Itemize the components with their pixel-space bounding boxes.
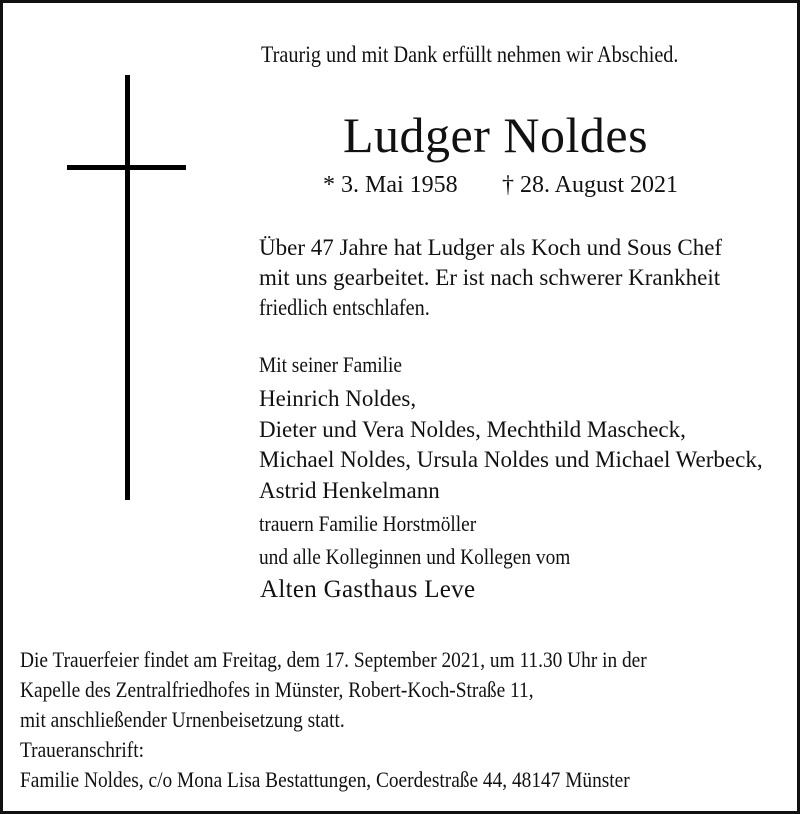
colleagues-line: und alle Kolleginnen und Kollegen vom xyxy=(259,544,571,569)
funeral-line: mit anschließender Urnenbeisetzung statt. xyxy=(20,707,345,732)
intro-text: Traurig und mit Dank erfüllt nehmen wir Abschied. xyxy=(261,42,679,67)
family-names xyxy=(259,384,763,506)
tribute-line: mit uns gearbeitet. Er ist nach schwerer Krankheit xyxy=(259,265,721,290)
funeral-line: Kapelle des Zentralfriedhofes in Münster, Robert-Koch-Straße 11, xyxy=(20,677,534,702)
family-line: Heinrich Noldes, xyxy=(259,386,417,411)
business-name: Alten Gasthaus Leve xyxy=(260,576,476,603)
deceased-name: Ludger Noldes xyxy=(343,107,649,163)
cross-vertical-bar xyxy=(125,75,130,500)
birth-date: * 3. Mai 1958 xyxy=(323,172,458,198)
family-line: Dieter und Vera Noldes, Mechthild Mascheck, xyxy=(259,416,686,442)
tribute-paragraph xyxy=(259,233,722,323)
family-line: Michael Noldes, Ursula Noldes und Michael Werbeck, xyxy=(259,447,763,472)
death-date: † 28. August 2021 xyxy=(502,172,679,198)
funeral-line: Die Trauerfeier findet am Freitag, dem 17. September 2021, um 11.30 Uhr in der xyxy=(20,647,647,672)
tribute-line: Über 47 Jahre hat Ludger als Koch und Sous Chef xyxy=(259,235,723,260)
address-line: Familie Noldes, c/o Mona Lisa Bestattungen, Coerdestraße 44, 48147 Münster xyxy=(20,767,630,792)
cross-horizontal-bar xyxy=(67,165,186,170)
family-line: Astrid Henkelmann xyxy=(259,477,440,503)
family-heading: Mit seiner Familie xyxy=(259,352,403,377)
tribute-line: friedlich entschlafen. xyxy=(259,295,430,320)
funeral-details xyxy=(20,645,647,795)
address-heading: Traueranschrift: xyxy=(20,737,145,762)
mourners-line: trauern Familie Horstmöller xyxy=(259,511,477,536)
